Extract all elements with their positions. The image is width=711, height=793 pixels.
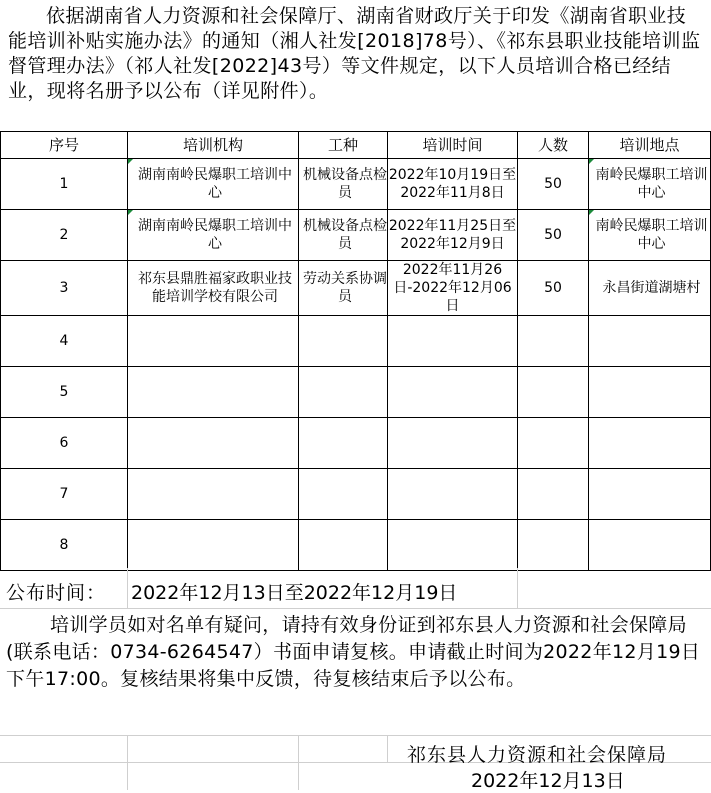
cell-time[interactable]: 2022年10月19日至2022年11月8日 <box>388 159 518 210</box>
trainee-table <box>0 131 711 571</box>
cell-count[interactable] <box>518 316 589 367</box>
cell-no[interactable]: 4 <box>1 316 128 367</box>
cell-no[interactable]: 7 <box>1 469 128 520</box>
publish-label: 公布时间： <box>6 582 107 604</box>
table-row <box>1 418 711 469</box>
review-notice: 培训学员如对名单有疑问，请持有效身份证到祁东县人力资源和社会保障局(联系电话：0734-6264547）书面申请复核。申请截止时间为2022年12月19日下午17:00。复核结果将集中反馈，待复核结束后予以公布。 <box>6 614 701 690</box>
table-row <box>1 367 711 418</box>
cell-org[interactable] <box>128 367 299 418</box>
header-org: 培训机构 <box>128 132 299 159</box>
cell-place[interactable]: 永昌街道湖塘村 <box>589 261 711 316</box>
cell-time[interactable] <box>388 469 518 520</box>
cell-job[interactable] <box>299 418 388 469</box>
table-row <box>1 261 711 316</box>
cell-count[interactable]: 50 <box>518 210 589 261</box>
cell-job[interactable]: 机械设备点检员 <box>299 210 388 261</box>
header-place: 培训地点 <box>589 132 711 159</box>
cell-place[interactable]: 南岭民爆职工培训中心 <box>589 210 711 261</box>
cell-count[interactable] <box>518 469 589 520</box>
cell-org[interactable]: 湖南南岭民爆职工培训中心 <box>128 159 299 210</box>
cell-time[interactable] <box>388 520 518 571</box>
header-no: 序号 <box>1 132 128 159</box>
cell-job[interactable] <box>299 367 388 418</box>
publish-row <box>0 568 711 608</box>
signature-date: 2022年12月13日 <box>471 770 625 792</box>
cell-count[interactable]: 50 <box>518 261 589 316</box>
grid-line <box>298 736 299 790</box>
cell-job[interactable]: 劳动关系协调员 <box>299 261 388 316</box>
cell-count[interactable]: 50 <box>518 159 589 210</box>
grid-line <box>0 608 711 609</box>
cell-count[interactable] <box>518 418 589 469</box>
cell-count[interactable] <box>518 520 589 571</box>
header-job: 工种 <box>299 132 388 159</box>
cell-no[interactable]: 3 <box>1 261 128 316</box>
cell-place[interactable] <box>589 520 711 571</box>
cell-job[interactable] <box>299 520 388 571</box>
cell-place[interactable]: 南岭民爆职工培训中心 <box>589 159 711 210</box>
header-time: 培训时间 <box>388 132 518 159</box>
publish-period: 2022年12月13日至2022年12月19日 <box>131 582 458 604</box>
grid-line <box>0 735 711 736</box>
grid-line <box>127 736 128 790</box>
header-count: 人数 <box>518 132 589 159</box>
cell-no[interactable]: 8 <box>1 520 128 571</box>
intro-paragraph: 依据湖南省人力资源和社会保障厅、湖南省财政厅关于印发《湖南省职业技能培训补贴实施办法》的通知（湘人社发[2018]78号）、《祁东县职业技能培训监督管理办法》（祁人社发[2022]43号）等文件规定，以下人员培训合格已经结业，现将名册予以公布（详见附件）。 <box>8 5 701 102</box>
cell-place[interactable] <box>589 367 711 418</box>
table-row <box>1 520 711 571</box>
cell-job[interactable] <box>299 469 388 520</box>
cell-no[interactable]: 5 <box>1 367 128 418</box>
signature-org: 祁东县人力资源和社会保障局 <box>407 744 668 766</box>
cell-org[interactable]: 湖南南岭民爆职工培训中心 <box>128 210 299 261</box>
cell-org[interactable]: 祁东县鼎胜福家政职业技能培训学校有限公司 <box>128 261 299 316</box>
cell-count[interactable] <box>518 367 589 418</box>
cell-org[interactable] <box>128 418 299 469</box>
cell-time[interactable] <box>388 316 518 367</box>
cell-job[interactable]: 机械设备点检员 <box>299 159 388 210</box>
cell-time[interactable]: 2022年11月25日至2022年12月9日 <box>388 210 518 261</box>
grid-line <box>517 568 518 608</box>
table-row <box>1 210 711 261</box>
cell-place[interactable] <box>589 316 711 367</box>
cell-org[interactable] <box>128 520 299 571</box>
cell-no[interactable]: 2 <box>1 210 128 261</box>
cell-org[interactable] <box>128 316 299 367</box>
cell-place[interactable] <box>589 469 711 520</box>
grid-line <box>127 568 128 608</box>
table-row <box>1 316 711 367</box>
table-row <box>1 159 711 210</box>
grid-line <box>387 736 388 762</box>
cell-no[interactable]: 6 <box>1 418 128 469</box>
cell-place[interactable] <box>589 418 711 469</box>
table-row <box>1 469 711 520</box>
cell-time[interactable]: 2022年11月26日-2022年12月06日 <box>388 261 518 316</box>
table-header-row <box>1 132 711 159</box>
cell-time[interactable] <box>388 418 518 469</box>
cell-org[interactable] <box>128 469 299 520</box>
cell-time[interactable] <box>388 367 518 418</box>
cell-no[interactable]: 1 <box>1 159 128 210</box>
cell-job[interactable] <box>299 316 388 367</box>
